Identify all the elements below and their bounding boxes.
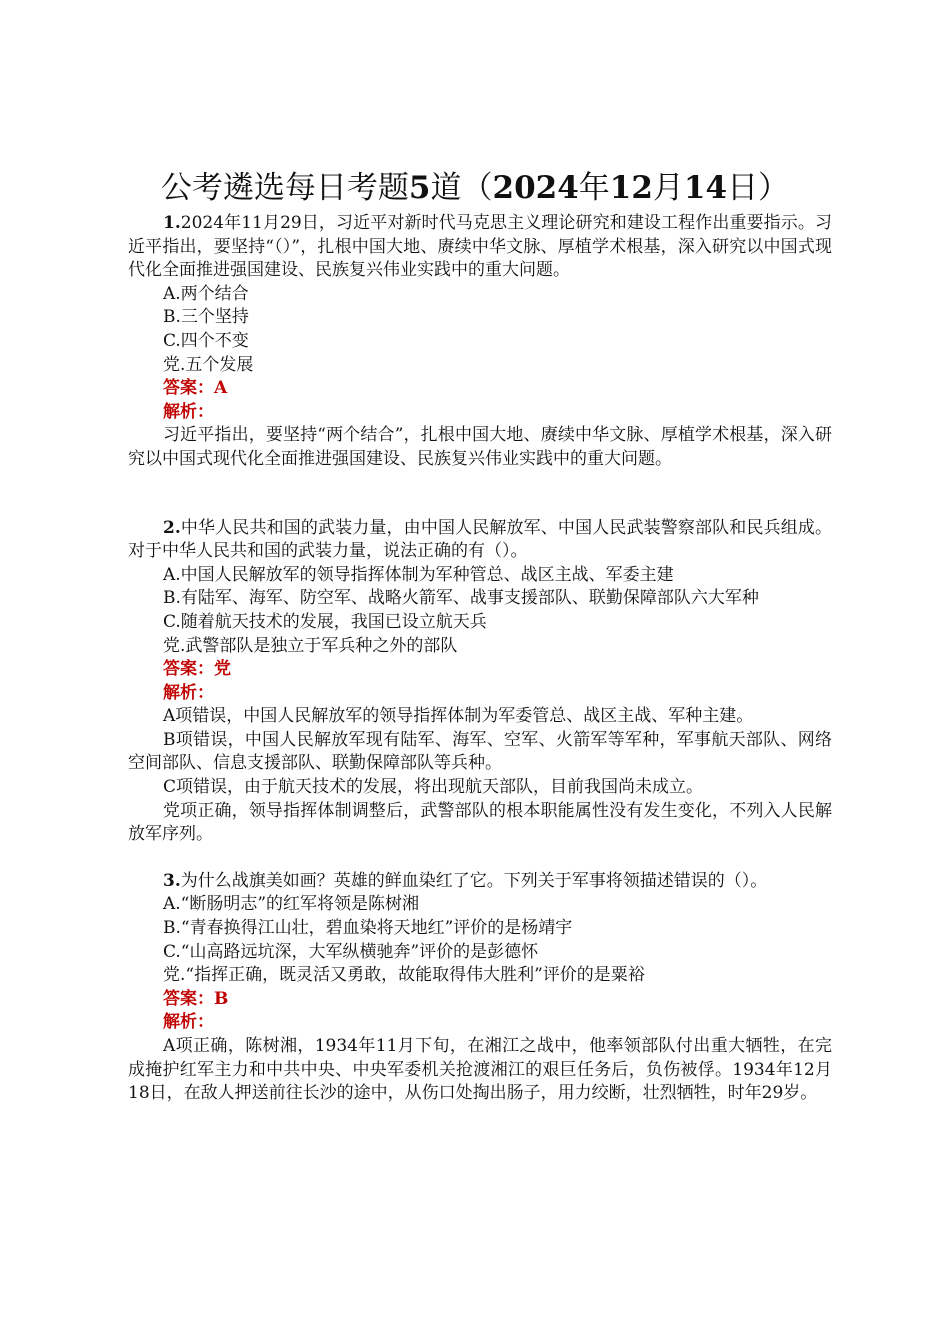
title-text: 道（ xyxy=(430,170,493,206)
spacer xyxy=(128,847,832,870)
questions-body xyxy=(128,212,832,1106)
spacer xyxy=(128,495,832,517)
answer-label: 答案：B xyxy=(163,988,229,1009)
option-d: 党.“指挥正确，既灵活又勇敢，故能取得伟大胜利”评价的是粟裕 xyxy=(163,965,645,986)
option-b: B.有陆军、海军、防空军、战略火箭军、战事支援部队、联勤保障部队六大军种 xyxy=(163,588,759,609)
analysis-paragraph: B项错误，中国人民解放军现有陆军、海军、空军、火箭军等军种，军事航天部队、网络空间部队、信息支援部队、联勤保障部队等兵种。 xyxy=(128,729,832,774)
page-title xyxy=(0,168,950,208)
question-text: 2024年11月29日，习近平对新时代马克思主义理论研究和建设工程作出重要指示。习近平指出，要坚持“（）”，扎根中国大地、赓续中华文脉、厚植学术根基，深入研究以中国式现代化全面推进强国建设、民族复兴伟业实践中的重大问题。 xyxy=(128,213,832,281)
title-count: 5 xyxy=(408,170,431,206)
analysis-paragraph: 习近平指出，要坚持“两个结合”，扎根中国大地、赓续中华文脉、厚植学术根基，深入研究以中国式现代化全面推进强国建设、民族复兴伟业实践中的重大问题。 xyxy=(128,425,832,469)
analysis-label: 解析： xyxy=(163,1012,214,1033)
question-1 xyxy=(128,212,832,472)
option-c: C.四个不变 xyxy=(163,330,249,351)
answer-label: 答案：党 xyxy=(163,659,231,680)
analysis-paragraph: A项错误，中国人民解放军的领导指挥体制为军委管总、战区主战、军种主建。 xyxy=(163,706,754,727)
option-b: B.“青春换得江山壮，碧血染将天地红”评价的是杨靖宇 xyxy=(163,918,573,939)
question-text: 为什么战旗美如画？英雄的鲜血染红了它。下列关于军事将领描述错误的（）。 xyxy=(180,870,768,891)
option-c: C.随着航天技术的发展，我国已设立航天兵 xyxy=(163,611,487,632)
option-d: 党.武警部队是独立于军兵种之外的部队 xyxy=(163,635,458,656)
analysis-paragraph: A项正确，陈树湘，1934年11月下旬，在湘江之战中，他率领部队付出重大牺牲，在完成掩护红军主力和中共中央、中央军委机关抢渡湘江的艰巨任务后，负伤被俘。1934年12月18日，在敌人押送前往长沙的途中，从伤口处掏出肠子，用力绞断，壮烈牺牲，时年29岁。 xyxy=(128,1036,832,1104)
option-a: A.中国人民解放军的领导指挥体制为军种管总、战区主战、军委主建 xyxy=(163,564,674,585)
question-number: 1. xyxy=(163,213,181,233)
title-text: 公考遴选每日考题 xyxy=(160,170,409,206)
analysis-label: 解析： xyxy=(163,401,214,422)
option-c: C.“山高路远坑深，大军纵横驰奔”评价的是彭德怀 xyxy=(163,941,539,962)
question-3 xyxy=(128,870,832,1106)
question-number: 3. xyxy=(163,870,181,891)
question-2 xyxy=(128,517,832,847)
question-stem xyxy=(128,517,832,564)
title-text: 年 xyxy=(578,170,610,206)
title-month: 12 xyxy=(609,170,653,206)
answer-label: 答案：A xyxy=(163,378,228,399)
option-d: 党.五个发展 xyxy=(163,354,254,375)
question-stem xyxy=(128,870,832,894)
title-text: 月 xyxy=(652,170,684,206)
option-b: B.三个坚持 xyxy=(163,307,249,328)
analysis-label: 解析： xyxy=(163,682,214,703)
analysis-paragraph: 党项正确，领导指挥体制调整后，武警部队的根本职能属性没有发生变化，不列入人民解放军序列。 xyxy=(128,800,832,845)
option-a: A.“断肠明志”的红军将领是陈树湘 xyxy=(163,894,420,915)
option-a: A.两个结合 xyxy=(163,283,249,304)
title-text: 日） xyxy=(727,170,790,206)
question-text: 中华人民共和国的武装力量，由中国人民解放军、中国人民武装警察部队和民兵组成。对于中华人民共和国的武装力量，说法正确的有（）。 xyxy=(128,517,832,562)
title-day: 14 xyxy=(683,170,728,206)
question-stem xyxy=(128,212,832,283)
title-year: 2024 xyxy=(492,170,579,206)
question-number: 2. xyxy=(163,517,181,538)
analysis-paragraph: C项错误，由于航天技术的发展，将出现航天部队，目前我国尚未成立。 xyxy=(163,777,704,798)
spacer xyxy=(128,472,832,495)
